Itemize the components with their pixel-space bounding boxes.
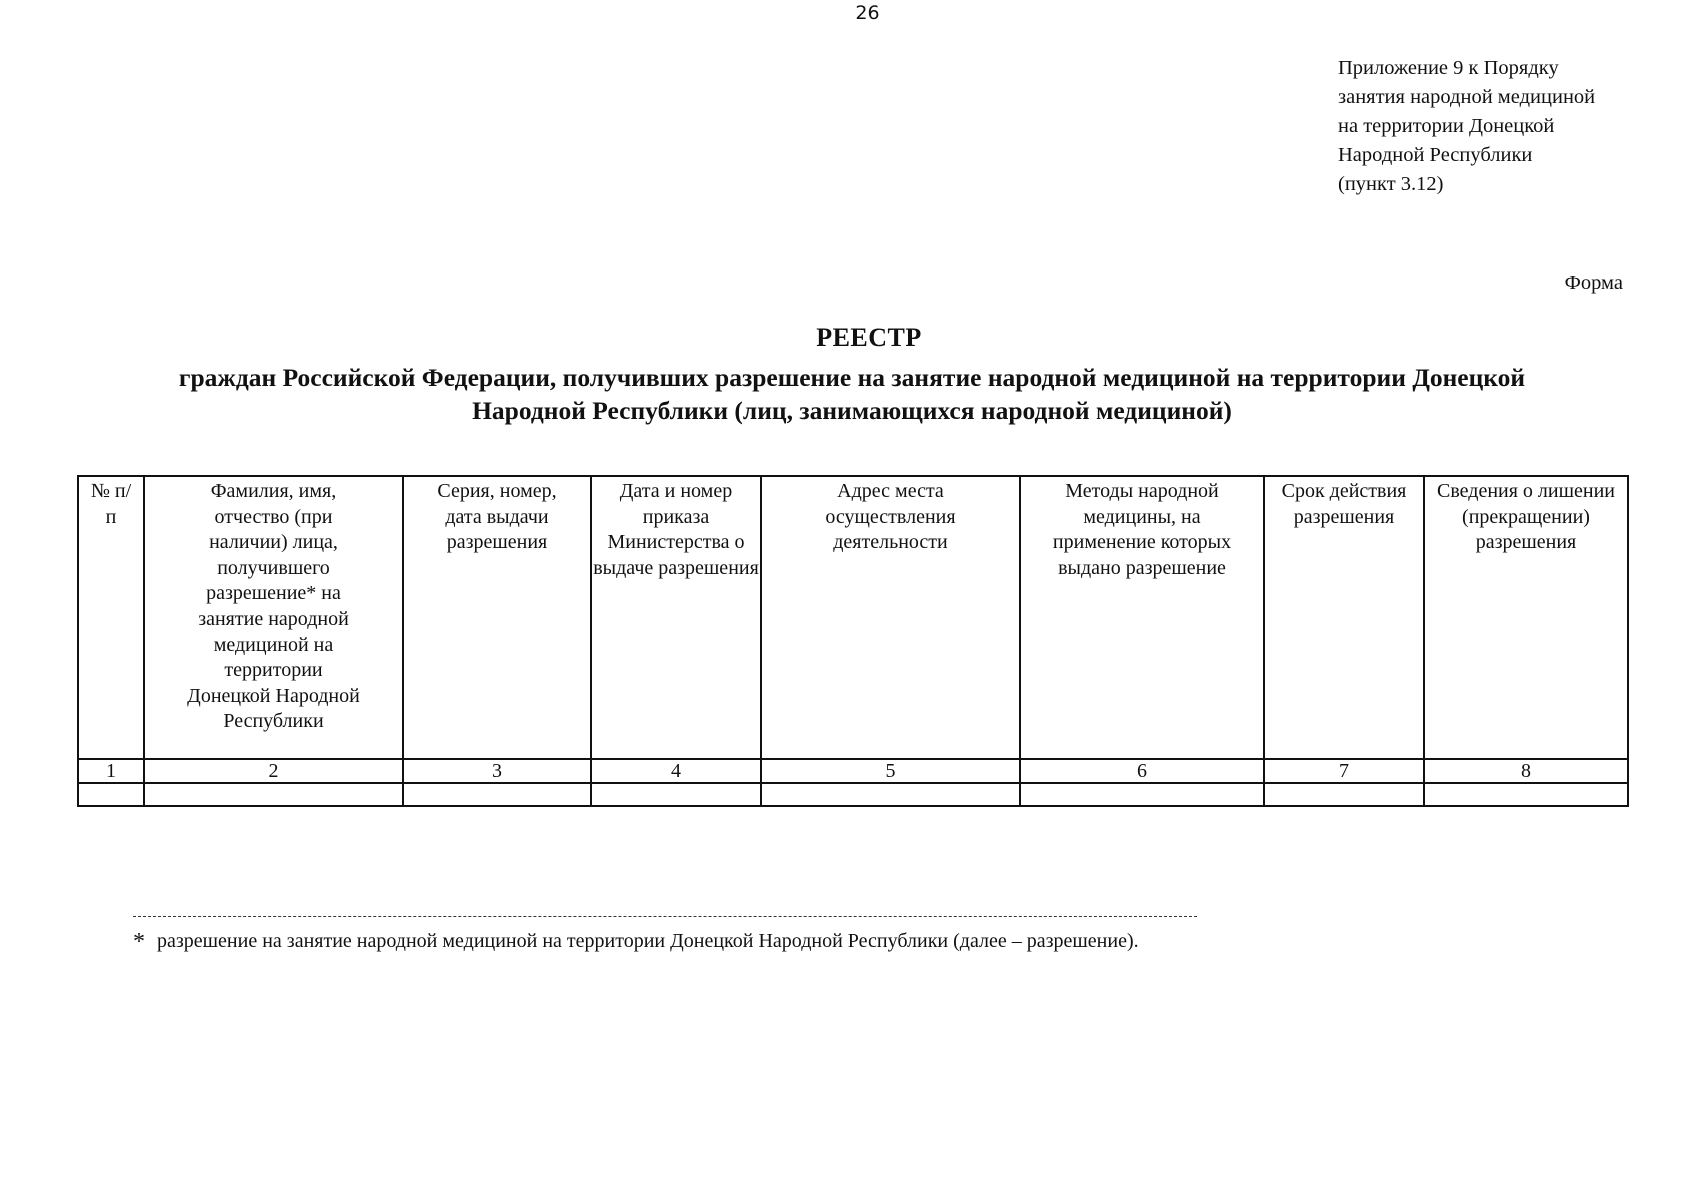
subtitle-line: граждан Российской Федерации, получивших разрешение на занятие народной медициной на территории Донецкой xyxy=(178,363,1526,392)
footnote-mark: * xyxy=(133,929,145,955)
column-number: 3 xyxy=(403,759,591,783)
table-cell xyxy=(1264,783,1424,806)
column-number: 6 xyxy=(1020,759,1264,783)
table-cell xyxy=(591,783,761,806)
column-number: 5 xyxy=(761,759,1020,783)
column-number: 7 xyxy=(1264,759,1424,783)
column-number: 2 xyxy=(144,759,403,783)
table-cell xyxy=(1020,783,1264,806)
form-label: Форма xyxy=(1564,272,1623,294)
table-cell xyxy=(403,783,591,806)
appendix-note xyxy=(1338,54,1595,199)
appendix-line: (пункт 3.12) xyxy=(1338,173,1444,195)
column-number: 4 xyxy=(591,759,761,783)
appendix-line: Приложение 9 к Порядку xyxy=(1338,57,1559,79)
table-cell xyxy=(78,783,144,806)
document-subtitle xyxy=(77,361,1627,427)
footnote xyxy=(133,929,1139,956)
table-cell xyxy=(144,783,403,806)
header-cell-full-name: Фамилия, имя, отчество (при наличии) лица, получившего разрешение* на занятие народной медициной на территории Донецкой Народной Республики xyxy=(144,476,403,759)
appendix-line: Народной Республики xyxy=(1338,144,1533,166)
footnote-text: разрешение на занятие народной медициной на территории Донецкой Народной Республики (далее – разрешение). xyxy=(157,930,1139,952)
header-cell-validity: Срок действия разрешения xyxy=(1264,476,1424,759)
header-cell-methods: Методы народной медицины, на применение которых выдано разрешение xyxy=(1020,476,1264,759)
header-row xyxy=(78,476,1628,759)
appendix-line: занятия народной медициной xyxy=(1338,86,1596,108)
appendix-line: на территории Донецкой xyxy=(1338,115,1555,137)
table-cell xyxy=(1424,783,1628,806)
footnote-divider xyxy=(133,916,1197,917)
column-number: 1 xyxy=(78,759,144,783)
header-cell-number: № п/п xyxy=(78,476,144,759)
table-cell xyxy=(761,783,1020,806)
table-row xyxy=(78,783,1628,806)
header-cell-address: Адрес места осуществления деятельности xyxy=(761,476,1020,759)
header-cell-permit-series: Серия, номер, дата выдачи разрешения xyxy=(403,476,591,759)
header-cell-order-date: Дата и номер приказа Министерства о выдаче разрешения xyxy=(591,476,761,759)
column-number: 8 xyxy=(1424,759,1628,783)
page-number: 26 xyxy=(855,2,880,24)
column-number-row xyxy=(78,759,1628,783)
subtitle-line: Народной Республики (лиц, занимающихся народной медициной) xyxy=(472,396,1232,425)
register-table xyxy=(77,475,1629,807)
document-title: РЕЕСТР xyxy=(816,323,922,352)
header-cell-revocation: Сведения о лишении (прекращении) разрешения xyxy=(1424,476,1628,759)
